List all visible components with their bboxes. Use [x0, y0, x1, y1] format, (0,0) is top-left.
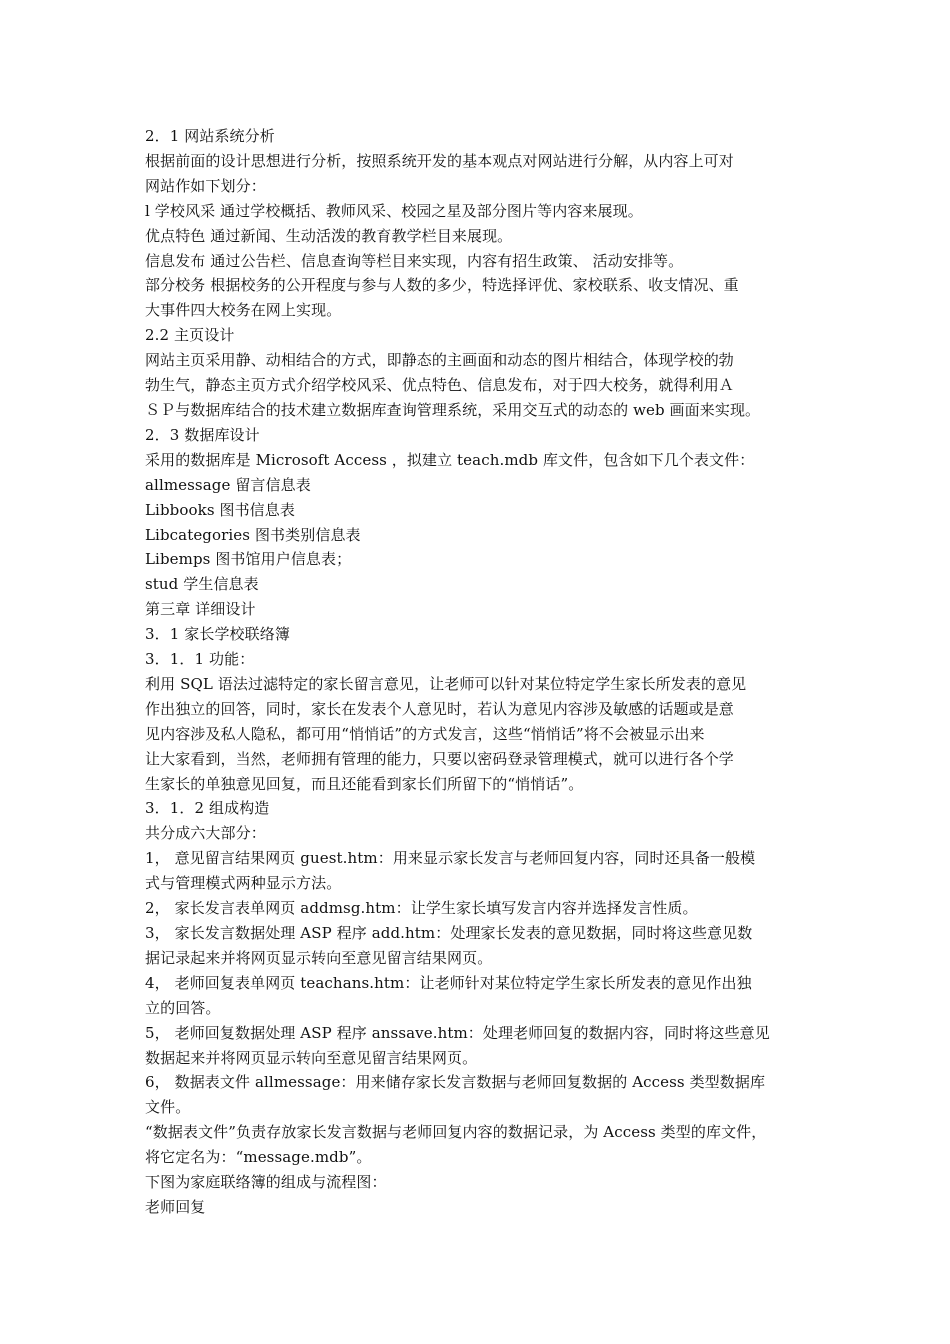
text-line: 网站作如下划分： [145, 176, 266, 195]
text-line: 2．3 数据库设计 [145, 425, 260, 444]
text-line: 2， 家长发言表单网页 addmsg.htm：让学生家长填写发言内容并选择发言性质。 [145, 899, 698, 918]
text-line: 让大家看到，当然，老师拥有管理的能力，只要以密码登录管理模式，就可以进行各个学 [145, 749, 734, 768]
text-line: 利用 SQL 语法过滤特定的家长留言意见，让老师可以针对某位特定学生家长所发表的意见 [145, 674, 747, 693]
text-line: 5， 老师回复数据处理 ASP 程序 anssave.htm：处理老师回复的数据内容，同时将这些意见 [145, 1023, 770, 1042]
text-line: 4， 老师回复表单网页 teachans.htm：让老师针对某位特定学生家长所发表的意见作出独 [145, 973, 752, 992]
text-line: 将它定名为：“message.mdb”。 [145, 1148, 372, 1167]
text-line: 网站主页采用静、动相结合的方式，即静态的主画面和动态的图片相结合，体现学校的勃 [145, 351, 734, 370]
text-line: 2.2 主页设计 [145, 326, 235, 345]
text-line: ＳＰ与数据库结合的技术建立数据库查询管理系统，采用交互式的动态的 web 画面来实现。 [145, 400, 761, 419]
text-line: 式与管理模式两种显示方法。 [145, 874, 342, 893]
text-line: 信息发布 通过公告栏、信息查询等栏目来实现，内容有招生政策、 活动安排等。 [145, 251, 684, 270]
text-line: 文件。 [145, 1098, 191, 1117]
text-line: 据记录起来并将网页显示转向至意见留言结果网页。 [145, 948, 493, 967]
text-line: 3．1．2 组成构造 [145, 799, 270, 818]
text-line: Libbooks 图书信息表 [145, 500, 295, 519]
document-body [145, 124, 815, 1220]
text-line: 3．1．1 功能： [145, 650, 255, 669]
text-line: 作出独立的回答，同时，家长在发表个人意见时，若认为意见内容涉及敏感的话题或是意 [145, 699, 734, 718]
text-line: 3．1 家长学校联络簿 [145, 625, 290, 644]
text-line: 1， 意见留言结果网页 guest.htm：用来显示家长发言与老师回复内容，同时还具备一般模 [145, 849, 756, 868]
text-line: 优点特色 通过新闻、生动活泼的教育教学栏目来展现。 [145, 226, 513, 245]
text-line: 大事件四大校务在网上实现。 [145, 301, 342, 320]
text-line: 部分校务 根据校务的公开程度与参与人数的多少，特选择评优、家校联系、收支情况、重 [145, 276, 739, 295]
text-line: “数据表文件”负责存放家长发言数据与老师回复内容的数据记录，为 Access 类型的库文件， [145, 1123, 767, 1142]
text-line: 2．1 网站系统分析 [145, 127, 275, 145]
text-line: 下图为家庭联络簿的组成与流程图： [145, 1173, 387, 1192]
text-line: Libemps 图书馆用户信息表； [145, 550, 352, 569]
text-line: 6， 数据表文件 allmessage：用来储存家长发言数据与老师回复数据的 Access 类型数据库 [145, 1073, 766, 1092]
text-line: Libcategories 图书类别信息表 [145, 525, 361, 544]
text-line: 共分成六大部分： [145, 824, 266, 843]
text-line: 第三章 详细设计 [145, 600, 256, 619]
text-line: 勃生气，静态主页方式介绍学校风采、优点特色、信息发布，对于四大校务，就得利用Ａ [145, 376, 734, 395]
text-line: 数据起来并将网页显示转向至意见留言结果网页。 [145, 1048, 478, 1067]
text-line: 见内容涉及私人隐私，都可用“悄悄话”的方式发言，这些“悄悄话”将不会被显示出来 [145, 724, 705, 743]
text-line: 生家长的单独意见回复，而且还能看到家长们所留下的“悄悄话”。 [145, 774, 584, 793]
text-line: 采用的数据库是 Microsoft Access ，拟建立 teach.mdb 库文件，包含如下几个表文件： [145, 450, 755, 469]
text-line: allmessage 留言信息表 [145, 475, 311, 494]
text-line: 立的回答。 [145, 998, 221, 1017]
text-line: 3， 家长发言数据处理 ASP 程序 add.htm：处理家长发表的意见数据，同时将这些意见数 [145, 924, 753, 942]
text-line: 根据前面的设计思想进行分析，按照系统开发的基本观点对网站进行分解，从内容上可对 [145, 151, 734, 170]
text-line: stud 学生信息表 [145, 575, 259, 594]
text-line: 老师回复 [145, 1197, 206, 1216]
text-line: l 学校风采 通过学校概括、教师风采、校园之星及部分图片等内容来展现。 [145, 201, 643, 220]
